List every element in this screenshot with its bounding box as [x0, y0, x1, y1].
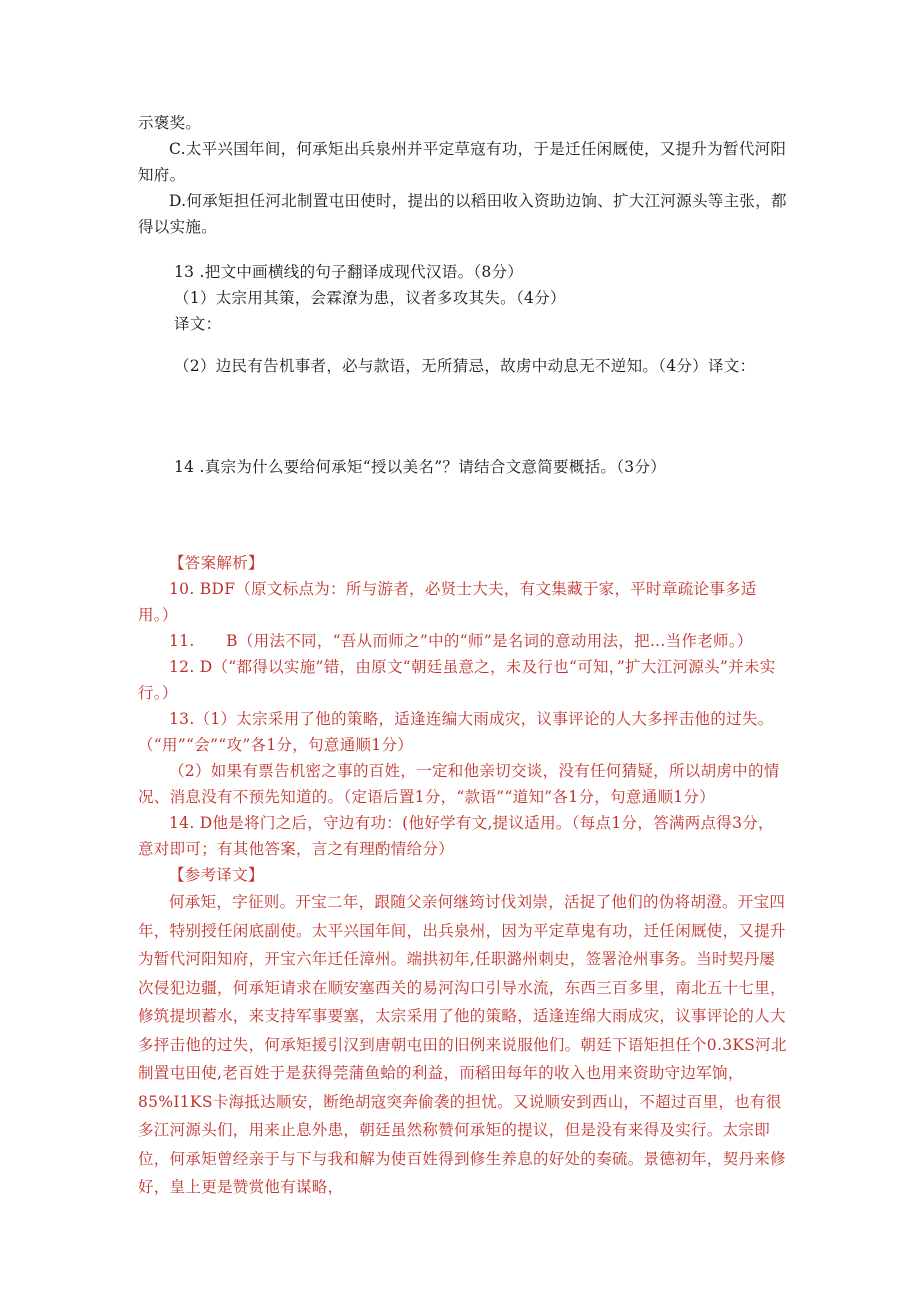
option-d: D.何承矩担任河北制置屯田使时，提出的以稻田收入资助边饷、扩大江河源头等主张，都得以实施。 [138, 192, 787, 236]
answer-10: 10. BDF（原文标点为：所与游者，必贤士大夫，有文集藏于家，平时章疏论事多适用。） [138, 580, 757, 624]
answer-14: 14. D他是将门之后，守边有功：(他好学有文,提议适用。（每点1分，答满两点得3分，意对即可；有其他答案，言之有理酌情给分） [138, 814, 774, 858]
q13-part2: （2）边民有告机事者，必与款语，无所猜忌，故虏中动息无不逆知。（4分）译文： [174, 357, 756, 375]
line-top: 示褒奖。 [138, 114, 202, 132]
answer-13-1: 13.（1）太宗采用了他的策略，适逢连编大雨成灾，议事评论的人大多抨击他的过失。（“用”“会”“攻”各1分，句意通顺1分） [138, 710, 774, 754]
question-14 [174, 454, 788, 480]
question-13-part2 [174, 353, 788, 379]
q13-prompt: 13 .把文中画横线的句子翻译成现代汉语。（8分） [174, 263, 524, 281]
q13-part1-label: 译文： [174, 315, 222, 333]
q13-part1: （1）太宗用其策，会霖潦为患，议者多攻其失。（4分） [174, 289, 566, 307]
answer-heading: 【答案解析】 [169, 554, 264, 572]
answer-section [138, 550, 788, 1202]
translation-body: 何承矩，字征则。开宝二年，跟随父亲何继筠讨伐刘崇，活捉了他们的伪将胡澄。开宝四年，特别授任闲底副使。太平兴国年间，出兵泉州，因为平定草鬼有功，迁任闲厩使，又提升为暂代河阳知府，开宝六年迁任漳州。端拱初年,任职潞州刺史，签署沧州事务。当时契丹屡次侵犯边疆，何承矩请求在顺安塞西关的易河沟口引导水流，东西三百多里，南北五十七里，修筑提坝蓄水，来支持军事要塞，太宗采用了他的策略，适逢连绵大雨成灾，议事评论的人大多抨击他的过失，何承矩援引汉到唐朝屯田的旧例来说服他们。朝廷下语矩担任个0.3KS河北制置屯田使,老百姓于是获得莞蒲鱼蛤的利益，而稻田每年的收入也用来资助守边军饷，85%I1KS卡海抵达顺安，断绝胡寇突奔偷袭的担忧。又说顺安到西山，不超过百里，也有很多江河源头们，用来止息外患，朝廷虽然称赞何承矩的提议，但是没有来得及实行。太宗即位，何承矩曾经亲于与下与我和解为使百姓得到修生养息的好处的奏硫。景德初年，契丹来修好，皇上更是赞赏他有谋略， [138, 893, 787, 1196]
question-13 [174, 259, 788, 337]
question-options [138, 110, 788, 240]
answer-11: 11. B（用法不同，“吾从而师之”中的“师”是名词的意动用法，把...当作老师。） [169, 632, 753, 650]
answer-13-2: （2）如果有票告机密之事的百姓，一定和他亲切交谈，没有任何猜疑，所以胡虏中的情况、消息没有不预先知道的。（定语后置1分，“款语”“道知”各1分，句意通顺1分） [138, 762, 780, 806]
translation-heading: 【参考译文】 [169, 866, 264, 884]
q14-prompt: 14 .真宗为什么要给何承矩“授以美名”？请结合文意简要概括。（3分） [174, 458, 667, 476]
option-c: C.太平兴国年间，何承矩出兵泉州并平定草寇有功，于是迁任闲厩使，又提升为暂代河阳知府。 [138, 140, 787, 184]
answer-12: 12. D（“都得以实施”错，由原文“朝廷虽意之，未及行也“可知，”扩大江河源头”并未实行。） [138, 658, 776, 702]
